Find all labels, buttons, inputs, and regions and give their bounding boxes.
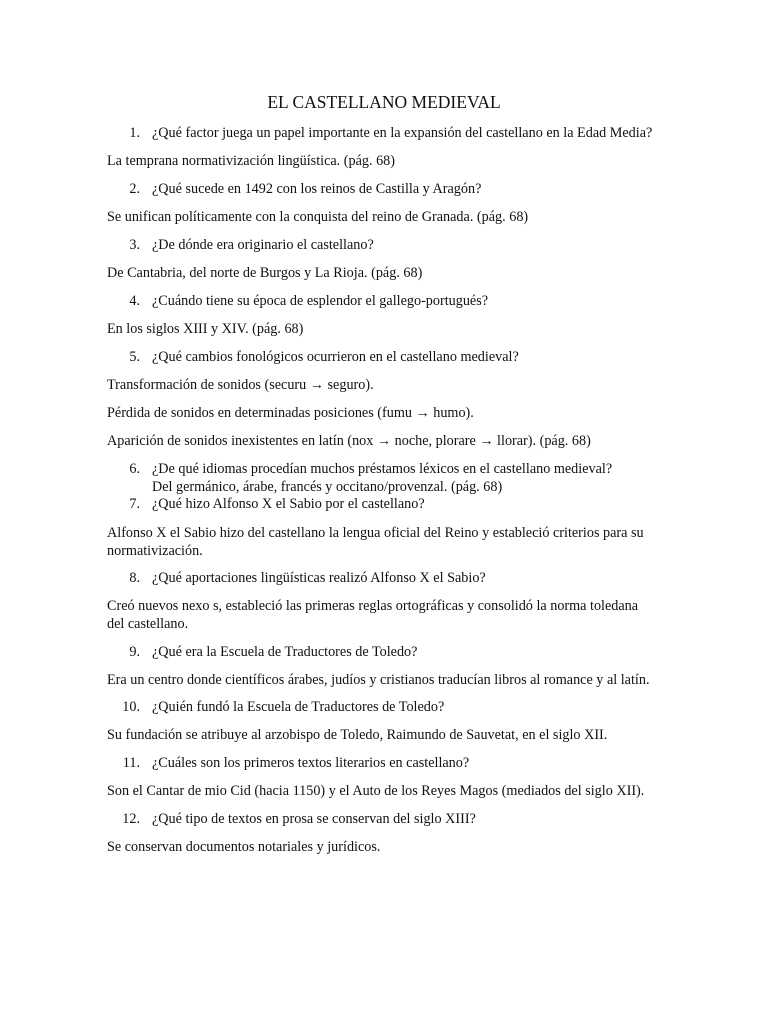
answer-text: Alfonso X el Sabio hizo del castellano la lengua oficial del Reino y estableció criterios para su normativización. <box>107 525 644 559</box>
question-number: 4. <box>129 293 140 309</box>
question-number: 3. <box>129 237 140 253</box>
question-text: ¿Qué tipo de textos en prosa se conservan del siglo XIII? <box>152 811 476 827</box>
question-number: 6. <box>129 461 140 477</box>
question-text: ¿Qué hizo Alfonso X el Sabio por el castellano? <box>152 496 425 512</box>
answer-text: La temprana normativización lingüística. (pág. 68) <box>107 153 395 169</box>
answer-text: En los siglos XIII y XIV. (pág. 68) <box>107 321 304 337</box>
answer-text: Transformación de sonidos (securu → seguro). <box>107 377 374 393</box>
question-text: ¿Qué aportaciones lingüísticas realizó Alfonso X el Sabio? <box>152 570 486 586</box>
question-item <box>107 460 647 496</box>
question-text: ¿Cuáles son los primeros textos literarios en castellano? <box>152 755 470 771</box>
question-number: 2. <box>129 181 140 197</box>
answer-text: Se unifican políticamente con la conquista del reino de Granada. (pág. 68) <box>107 209 529 225</box>
answer-text: De Cantabria, del norte de Burgos y La Rioja. (pág. 68) <box>107 265 423 281</box>
question-number: 9. <box>129 644 140 660</box>
question-text: ¿Quién fundó la Escuela de Traductores de Toledo? <box>152 699 445 715</box>
question-text: ¿Qué cambios fonológicos ocurrieron en el castellano medieval? <box>152 349 519 365</box>
document-title: EL CASTELLANO MEDIEVAL <box>267 92 501 112</box>
question-number: 1. <box>129 125 140 141</box>
question-text: ¿Qué sucede en 1492 con los reinos de Castilla y Aragón? <box>152 181 482 197</box>
question-number: 8. <box>129 570 140 586</box>
question-text: ¿Cuándo tiene su época de esplendor el gallego-portugués? <box>152 293 489 309</box>
question-number: 7. <box>129 496 140 512</box>
answer-text: Pérdida de sonidos en determinadas posiciones (fumu → humo). <box>107 405 474 421</box>
question-text: ¿Qué factor juega un papel importante en la expansión del castellano en la Edad Media? <box>152 125 653 141</box>
question-number: 10. <box>122 699 140 715</box>
question-number: 5. <box>129 349 140 365</box>
question-text: ¿Qué era la Escuela de Traductores de Toledo? <box>152 644 418 660</box>
answer-text: Era un centro donde científicos árabes, judíos y cristianos traducían libros al romance y al latín. <box>107 672 650 688</box>
answer-text: Aparición de sonidos inexistentes en latín (nox → noche, plorare → llorar). (pág. 68) <box>107 433 591 449</box>
answer-text: Su fundación se atribuye al arzobispo de Toledo, Raimundo de Sauvetat, en el siglo XII. <box>107 727 608 743</box>
answer-text: Creó nuevos nexo s, estableció las primeras reglas ortográficas y consolidó la norma toledana del castellano. <box>107 598 639 632</box>
question-text: ¿De qué idiomas procedían muchos préstamos léxicos en el castellano medieval? Del germánico, árabe, francés y occitano/provenzal. (pág. 68) <box>152 461 613 495</box>
answer-text: Son el Cantar de mio Cid (hacia 1150) y el Auto de los Reyes Magos (mediados del siglo XII). <box>107 783 645 799</box>
question-number: 11. <box>122 755 140 771</box>
answer-text: Se conservan documentos notariales y jurídicos. <box>107 839 381 855</box>
question-text: ¿De dónde era originario el castellano? <box>152 237 374 253</box>
question-number: 12. <box>122 811 140 827</box>
